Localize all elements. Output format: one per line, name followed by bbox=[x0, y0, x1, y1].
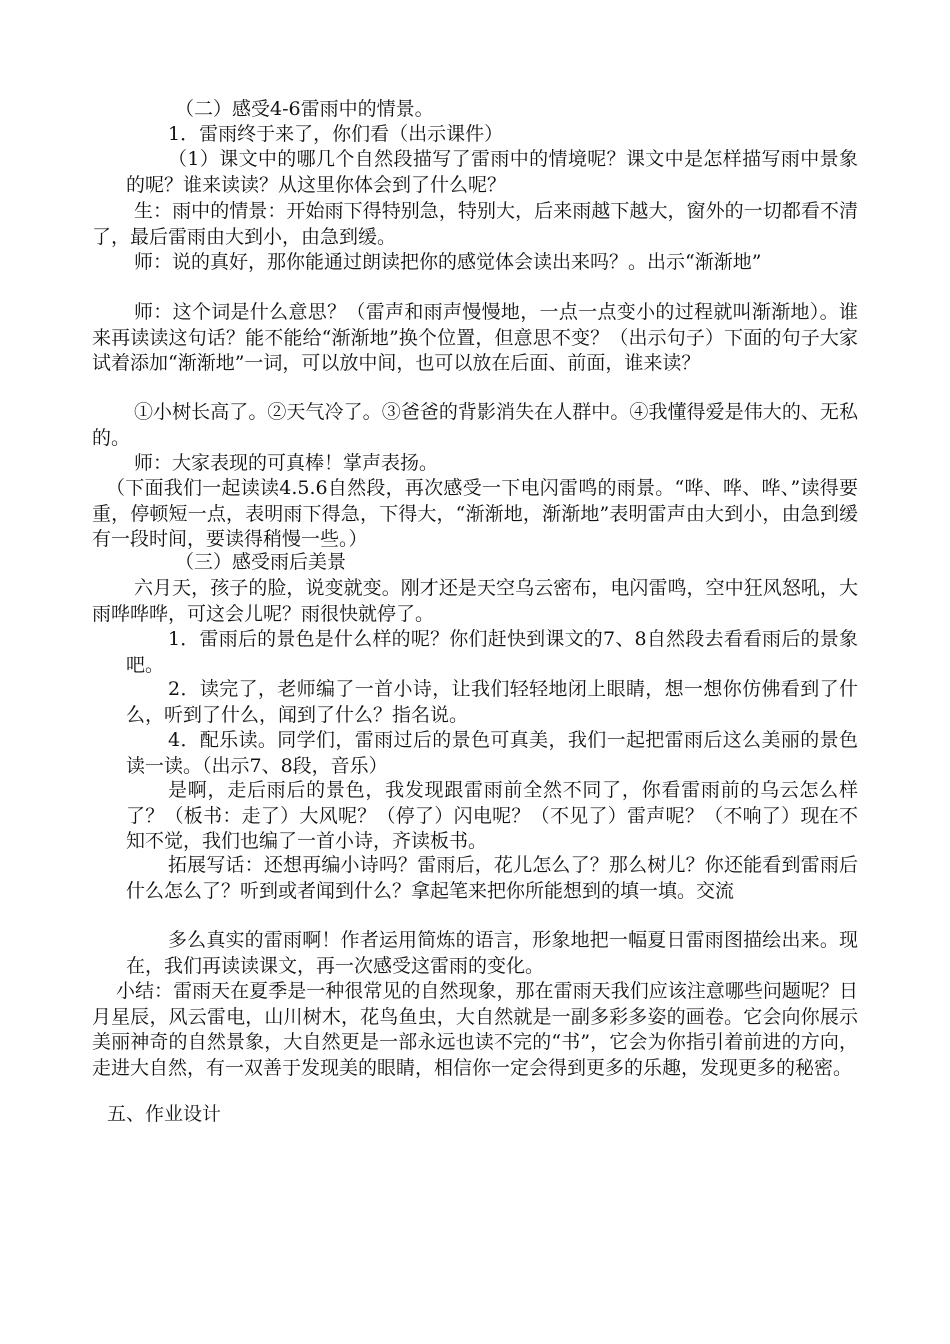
paragraph-comparison: 是啊，走后雨后的景色，我发现跟雷雨前全然不同了，你看雷雨前的乌云怎么样了？（板书：走了）大风呢？（停了）闪电呢？（不见了）雷声呢？（不响了）现在不知不觉，我们也编了一首小诗，齐读板书。 bbox=[126, 779, 858, 852]
section-heading-3: （三）感受雨后美景 bbox=[175, 551, 347, 573]
paragraph-teacher-1: 师：说的真好，那你能通过朗读把你的感觉体会读出来吗？。出示“渐渐地” bbox=[134, 251, 762, 273]
paragraph-teacher-3: 师：大家表现的可真棒！掌声表扬。 bbox=[134, 452, 439, 474]
paragraph-1: 1．雷雨终于来了，你们看（出示课件） bbox=[168, 123, 504, 145]
paragraph-sentences: ①小树长高了。②天气冷了。③爸爸的背影消失在人群中。④我懂得爱是伟大的、无私的。 bbox=[92, 401, 858, 449]
paragraph-reread: 多么真实的雷雨啊！作者运用简炼的语言，形象地把一幅夏日雷雨图描绘出来。现在，我们再读读课文，再一次感受这雷雨的变化。 bbox=[126, 929, 858, 977]
paragraph-question-1: （1）课文中的哪几个自然段描写了雷雨中的情境呢？课文中是怎样描写雨中景象的呢？谁来读读？从这里你体会到了什么呢？ bbox=[126, 148, 858, 196]
paragraph-item-1: 1．雷雨后的景色是什么样的呢？你们赶快到课文的7、8自然段去看看雨后的景象吧。 bbox=[126, 628, 858, 676]
section-heading-2: （二）感受4-6雷雨中的情景。 bbox=[175, 98, 434, 120]
paragraph-reading-guide: （下面我们一起读读4.5.6自然段，再次感受一下电闪雷鸣的雨景。“哗、哗、哗、”读得要重，停顿短一点，表明雨下得急，下得大，“渐渐地，渐渐地”表明雷声由大到小，由急到缓有一段时间，要读得稍慢一些。） bbox=[92, 477, 858, 550]
paragraph-teacher-2: 师：这个词是什么意思？（雷声和雨声慢慢地，一点一点变小的过程就叫渐渐地）。谁来再读读这句话？能不能给“渐渐地”换个位置，但意思不变？（出示句子）下面的句子大家试着添加“渐渐地”一词，可以放中间，也可以放在后面、前面，谁来读？ bbox=[92, 301, 858, 374]
section-heading-5: 五、作业设计 bbox=[107, 1103, 222, 1125]
paragraph-item-4: 4．配乐读。同学们，雷雨过后的景色可真美，我们一起把雷雨后这么美丽的景色读一读。（出示7、8段，音乐） bbox=[126, 729, 858, 777]
paragraph-student-answer: 生：雨中的情景：开始雨下得特别急，特别大，后来雨越下越大，窗外的一切都看不清了，最后雷雨由大到小，由急到缓。 bbox=[92, 200, 858, 248]
paragraph-summary: 小结：雷雨天在夏季是一种很常见的自然现象，那在雷雨天我们应该注意哪些问题呢？日月星辰，风云雷电，山川树木，花鸟鱼虫，大自然就是一副多彩多姿的画卷。它会向你展示美丽神奇的自然景象，大自然更是一部永远也读不完的“书”，它会为你指引着前进的方向，走进大自然，有一双善于发现美的眼睛，相信你一定会得到更多的乐趣，发现更多的秘密。 bbox=[92, 980, 858, 1079]
paragraph-writing-extension: 拓展写话：还想再编小诗吗？雷雨后，花儿怎么了？那么树儿？你还能看到雷雨后什么怎么了？听到或者闻到什么？拿起笔来把你所能想到的填一填。交流 bbox=[126, 854, 858, 902]
paragraph-june-sky: 六月天，孩子的脸，说变就变。刚才还是天空乌云密布，电闪雷鸣，空中狂风怒吼，大雨哗哗哗，可这会儿呢？雨很快就停了。 bbox=[92, 577, 858, 625]
paragraph-item-2: 2．读完了，老师编了一首小诗，让我们轻轻地闭上眼睛，想一想你仿佛看到了什么，听到了什么，闻到了什么？指名说。 bbox=[126, 678, 858, 726]
